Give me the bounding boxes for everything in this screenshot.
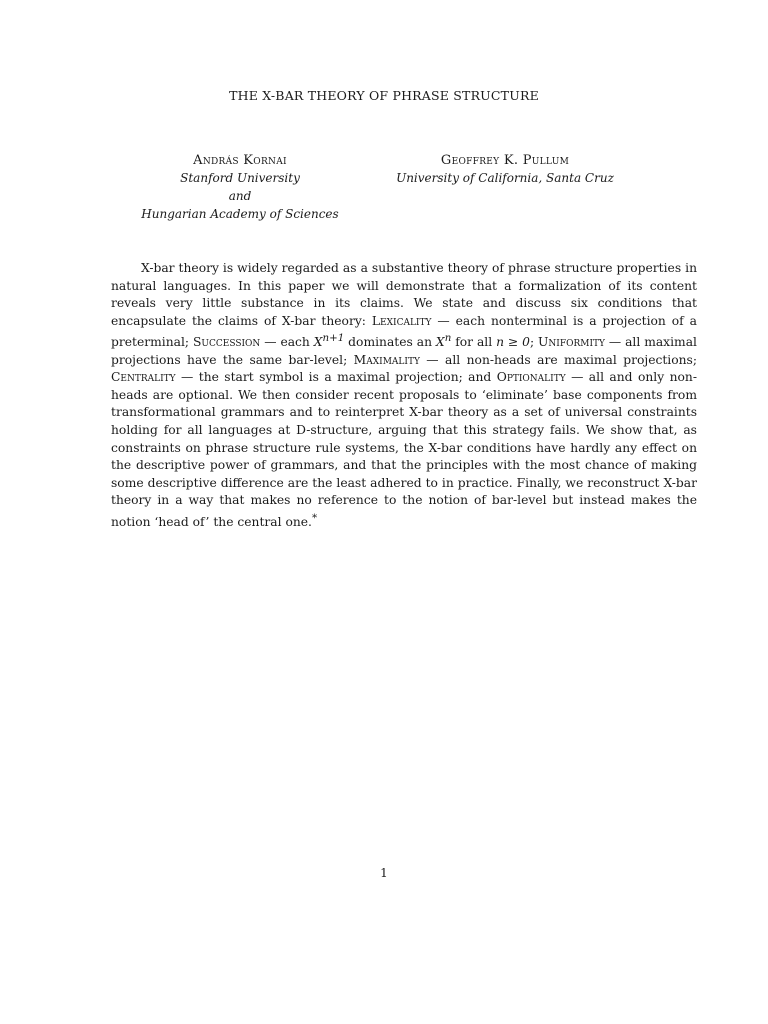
author-block-pullum — [385, 153, 625, 187]
author-affiliation-conjunction: and — [228, 189, 252, 203]
author-affiliation: University of California, Santa Cruz — [396, 171, 614, 185]
author-affiliation: Stanford University — [180, 171, 300, 185]
term-lexicality: Lexicality — [371, 313, 432, 328]
abstract-text: dominates an — [344, 335, 436, 350]
abstract-text: — all non-heads are maximal projections; — [419, 352, 698, 367]
footnote-mark: * — [311, 511, 318, 524]
author-name: András Kornai — [193, 153, 287, 168]
abstract-text: ; — [529, 335, 539, 350]
abstract-paragraph — [111, 260, 697, 531]
math-superscript: n — [444, 332, 452, 345]
abstract-text: X-bar theory is widely regarded as a substantive theory of phrase structure properties in natural languages. In this paper we will demonstrate that a formalization of its content reveals very little substance in its claims. We state and discuss six conditions that encapsulate the claims of X-bar theory: — [111, 261, 697, 328]
term-centrality: Centrality — [111, 370, 176, 385]
author-name: Geoffrey K. Pullum — [440, 153, 570, 168]
author-block-kornai — [120, 153, 360, 223]
term-succession: Succession — [192, 335, 261, 350]
author-affiliation: Hungarian Academy of Sciences — [141, 207, 339, 221]
abstract-text: — each nonterminal is a projection of a preterminal; — [111, 313, 697, 350]
abstract-text: — the start symbol is a maximal projection; and — [175, 370, 497, 385]
term-maximality: Maximality — [353, 352, 420, 367]
math-n-condition: n ≥ 0 — [496, 335, 530, 350]
math-x-base: X — [435, 335, 445, 350]
paper-title: THE X-BAR THEORY OF PHRASE STRUCTURE — [229, 88, 539, 103]
abstract-text: — each — [260, 335, 314, 350]
page-number: 1 — [380, 866, 388, 880]
abstract-text: for all — [451, 335, 497, 350]
math-superscript: n+1 — [322, 332, 345, 345]
abstract-text: — all and only non-heads are optional. We then consider recent proposals to ‘eliminate’ base components from transformational grammars and to reinterpret X-bar theory as a set of universal constraints holding for all languages at D-structure, arguing that this strategy fails. We show that, as constraints on phrase structure rule systems, the X-bar conditions have hardly any effect on the descriptive power of grammars, and that the principles with the most chance of making some descriptive difference are the least adhered to in practice. Finally, we reconstruct X-bar theory in a way that makes no reference to the notion of bar-level but instead makes the notion ‘head of’ the central one. — [111, 370, 697, 529]
math-x-base: X — [313, 335, 323, 350]
term-uniformity: Uniformity — [538, 335, 605, 350]
abstract-text: — all maximal projections have the same bar-level; — [111, 335, 697, 367]
term-optionality: Optionality — [496, 370, 566, 385]
